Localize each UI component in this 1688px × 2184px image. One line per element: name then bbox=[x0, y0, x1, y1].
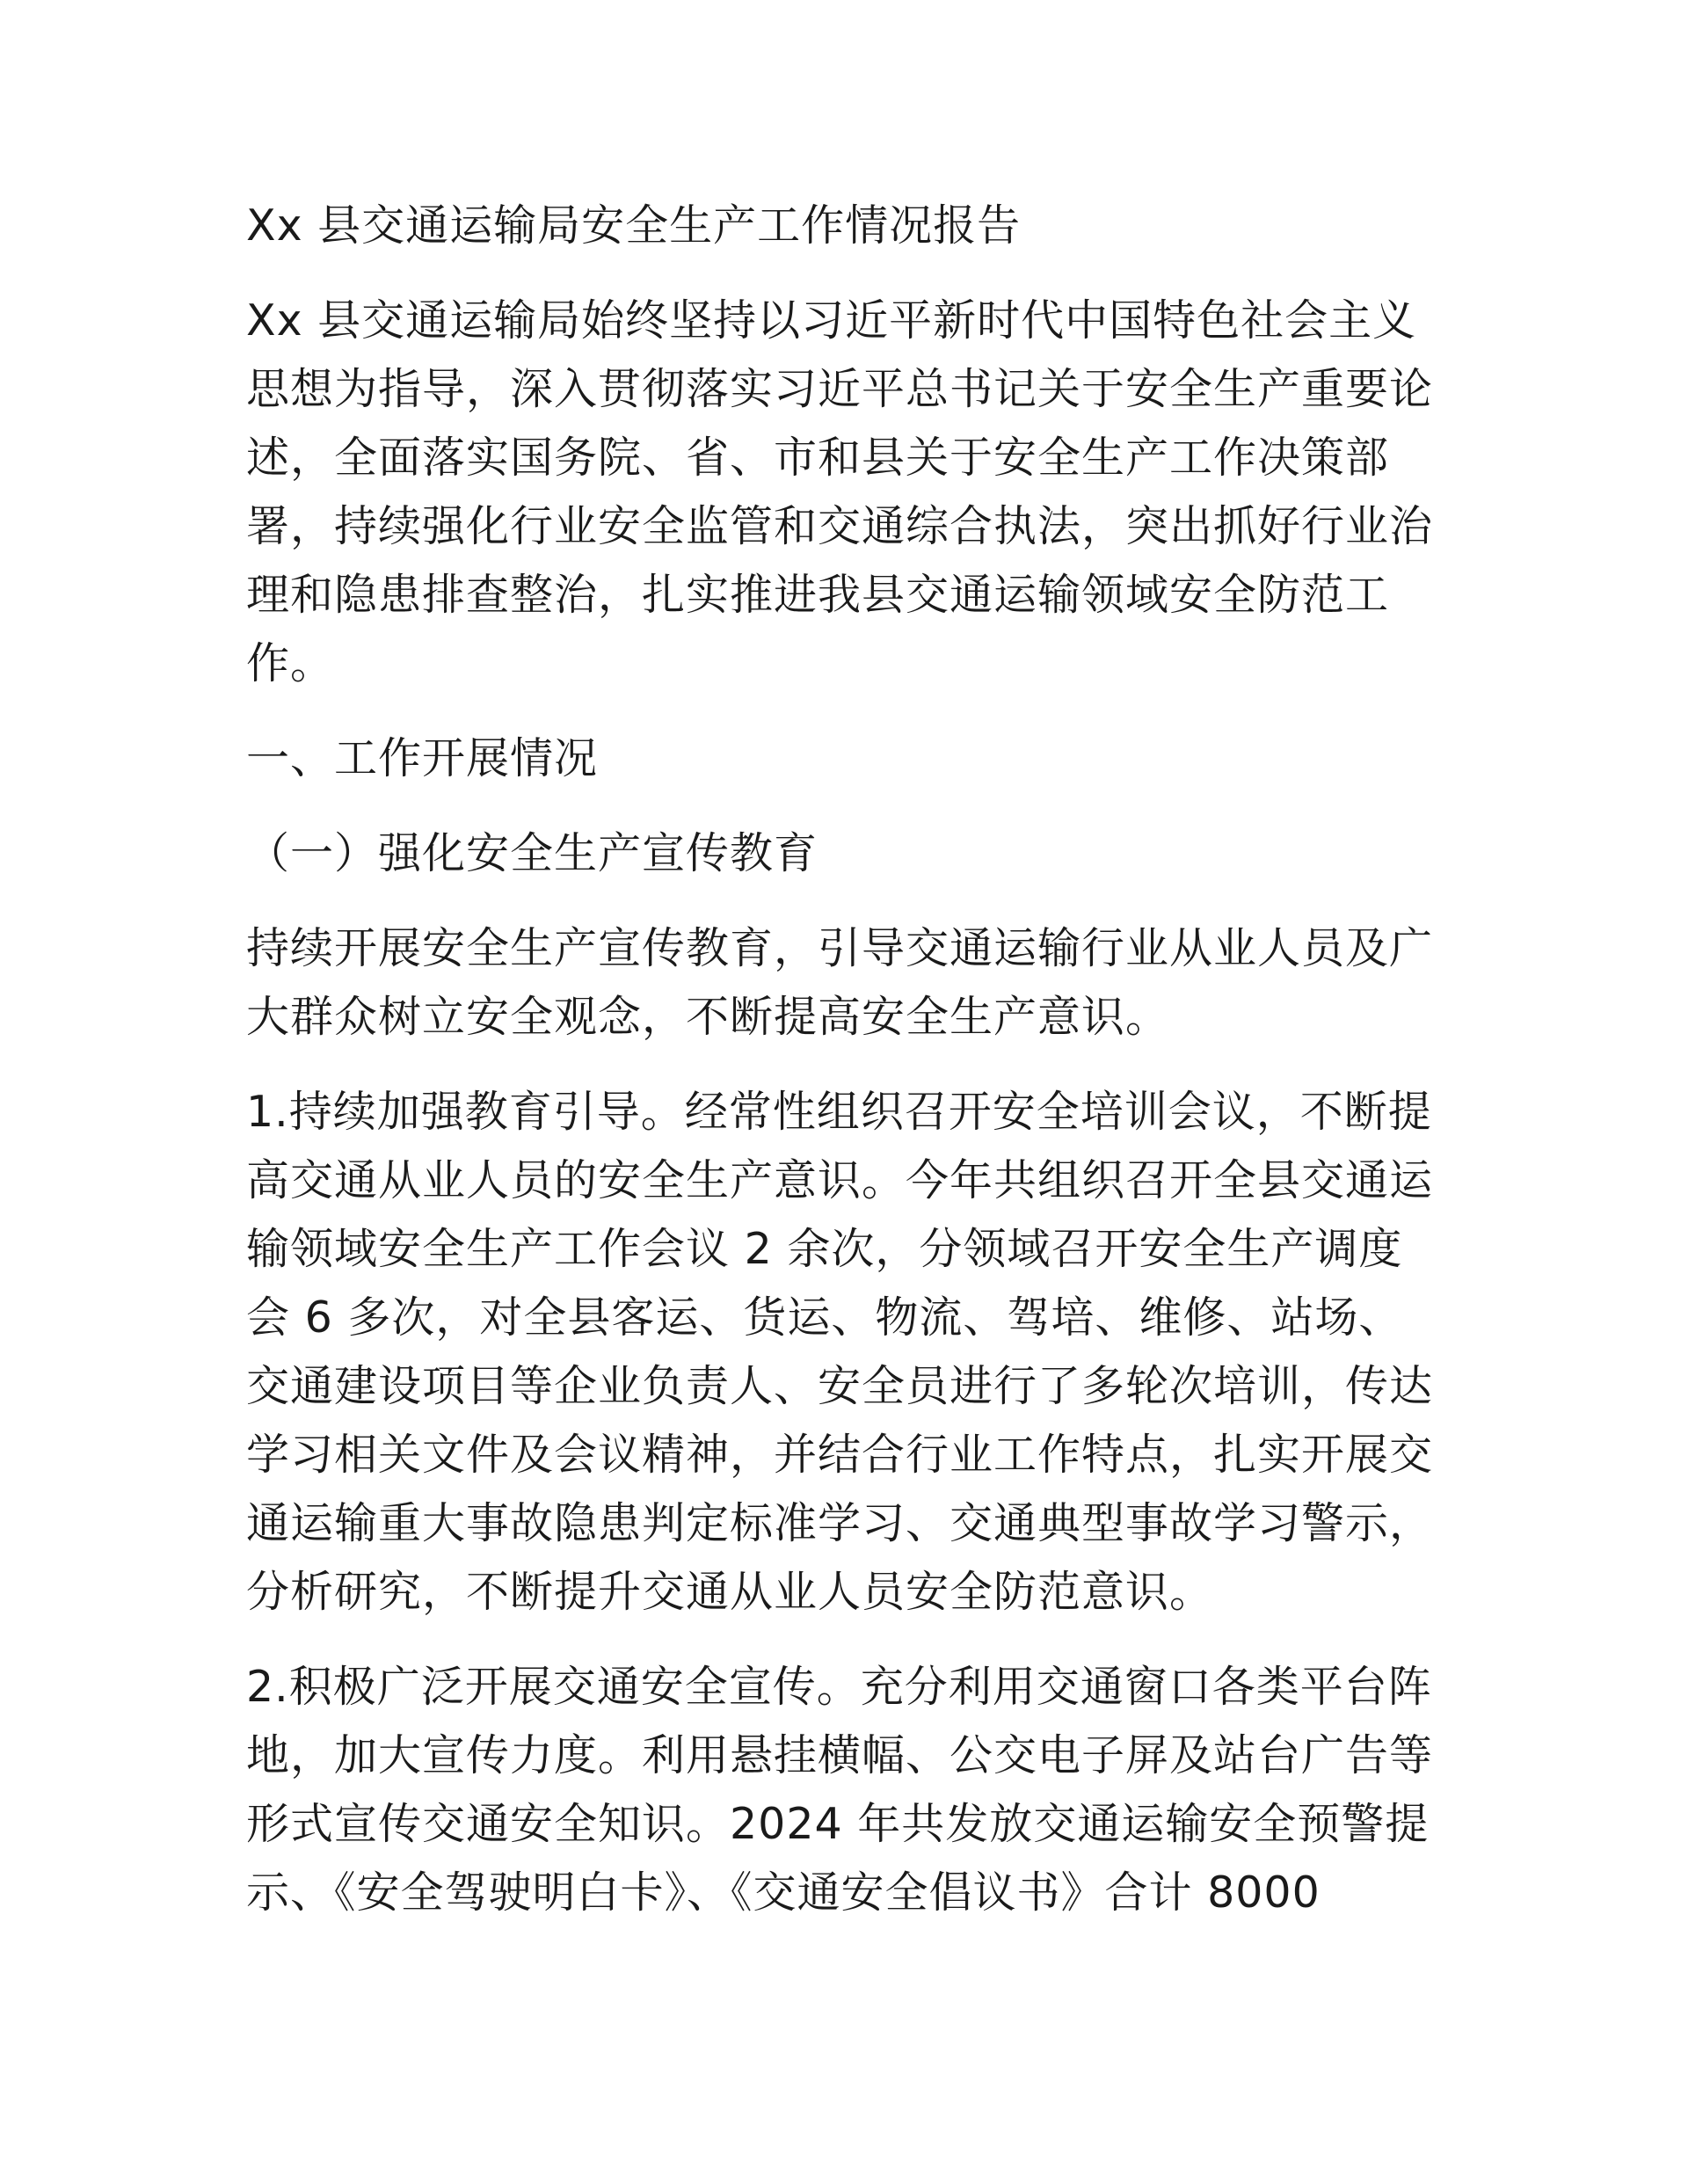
document-body bbox=[246, 192, 1442, 1954]
subsection-summary-paragraph: 持续开展安全生产宣传教育，引导交通运输行业从业人员及广大群众树立安全观念，不断提高安全生产意识。 bbox=[246, 923, 1434, 1042]
item-paragraph-2: 2.积极广泛开展交通安全宣传。充分利用交通窗口各类平台阵地，加大宣传力度。利用悬挂横幅、公交电子屏及站台广告等形式宣传交通安全知识。2024 年共发放交通运输安全预警提示、《安全驾驶明白卡》、《交通安全倡议书》合计 8000 bbox=[246, 1662, 1434, 1918]
section-heading-1: 一、工作开展情况 bbox=[246, 733, 599, 783]
intro-paragraph: Xx 县交通运输局始终坚持以习近平新时代中国特色社会主义思想为指导，深入贯彻落实习近平总书记关于安全生产重要论述，全面落实国务院、省、市和县关于安全生产工作决策部署，持续强化行业安全监管和交通综合执法，突出抓好行业治理和隐患排查整治，扎实推进我县交通运输领域安全防范工作。 bbox=[246, 295, 1434, 688]
document-title: Xx 县交通运输局安全生产工作情况报告 bbox=[246, 200, 1022, 251]
subsection-heading-1: （一）强化安全生产宣传教育 bbox=[246, 828, 819, 878]
item-paragraph-1: 1.持续加强教育引导。经常性组织召开安全培训会议，不断提高交通从业人员的安全生产意识。今年共组织召开全县交通运输领域安全生产工作会议 2 余次，分领域召开安全生产调度会 6 多次，对全县客运、货运、物流、驾培、维修、站场、交通建设项目等企业负责人、安全员进行了多轮次培训，传达学习相关文件及会议精神，并结合行业工作特点，扎实开展交通运输重大事故隐患判定标准学习、交通典型事故学习警示，分析研究，不断提升交通从业人员安全防范意识。 bbox=[246, 1087, 1434, 1617]
